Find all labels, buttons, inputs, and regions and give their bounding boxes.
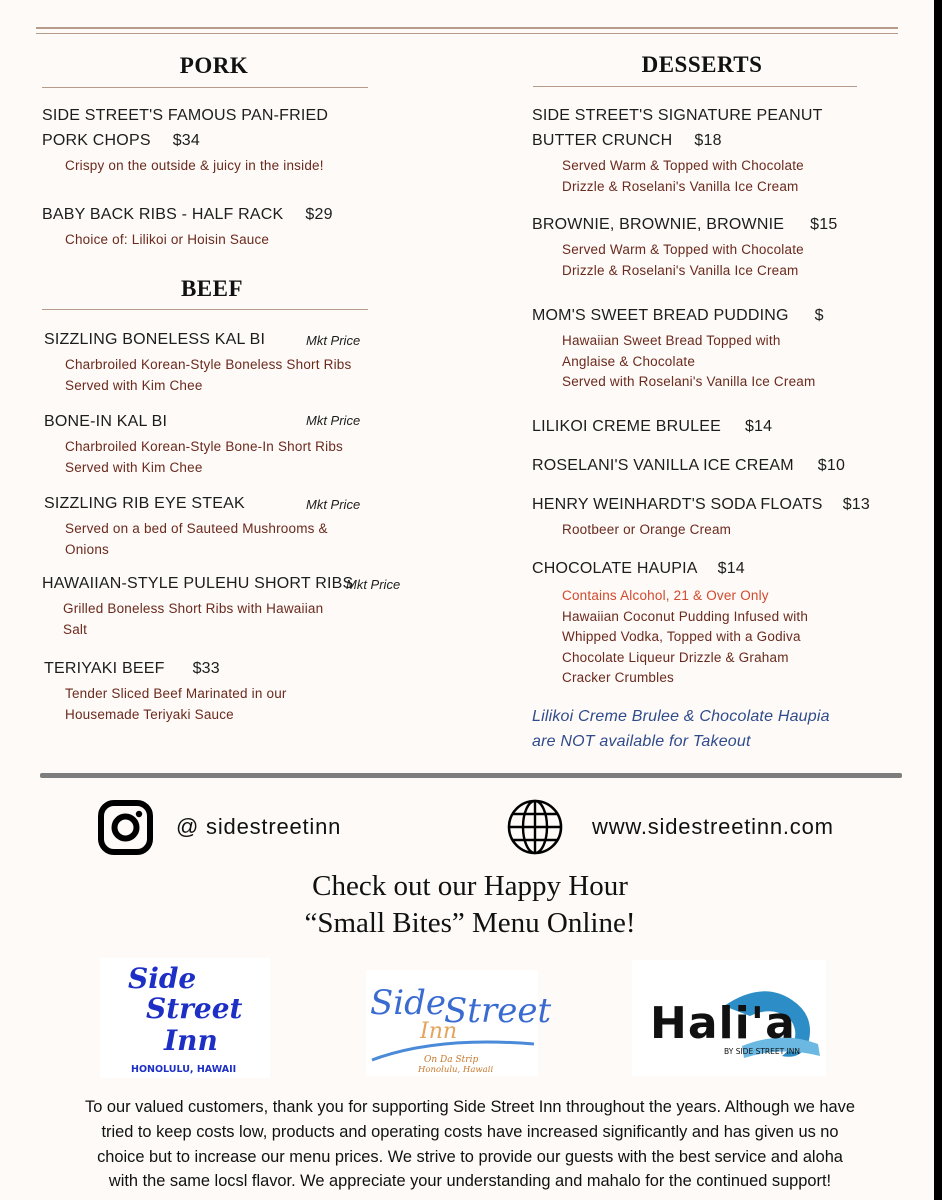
section-divider: [40, 773, 902, 778]
svg-text:Side: Side: [370, 983, 447, 1023]
menu-item-description: Grilled Boneless Short Ribs with Hawaiian Salt: [63, 601, 324, 637]
menu-item-price: $: [814, 307, 824, 324]
alcohol-warning: Contains Alcohol, 21 & Over Only: [562, 588, 769, 603]
menu-item-name: LILIKOI CREME BRULEE $14: [532, 418, 773, 435]
menu-item-name: BUTTER CRUNCH $18: [532, 132, 722, 149]
halia-logo: [632, 960, 826, 1076]
menu-item-name: SIDE STREET'S SIGNATURE PEANUT: [532, 107, 823, 124]
side-street-inn-logo: [100, 958, 270, 1078]
menu-item-price: $15: [810, 216, 838, 233]
menu-item-description: Charbroiled Korean-Style Boneless Short Ribs Served with Kim Chee: [65, 357, 352, 393]
menu-item-price: $18: [694, 132, 722, 149]
menu-item-name: BROWNIE, BROWNIE, BROWNIE $15: [532, 216, 838, 233]
top-rule: [36, 27, 898, 29]
section-title-desserts: DESSERTS: [641, 52, 763, 77]
svg-text:BY SIDE STREET INN: BY SIDE STREET INN: [724, 1047, 800, 1056]
menu-item-name: MOM'S SWEET BREAD PUDDING $: [532, 307, 824, 324]
globe-icon: [506, 798, 564, 856]
menu-item-description: Hawaiian Sweet Bread Topped with Anglaise & Chocolate Served with Roselani's Vanilla Ice Cream: [562, 333, 816, 389]
menu-item-price: Mkt Price: [346, 577, 401, 592]
menu-item-price: $10: [817, 457, 846, 474]
svg-text:Street: Street: [444, 991, 552, 1031]
svg-text:HONOLULU, HAWAII: HONOLULU, HAWAII: [131, 1064, 237, 1075]
menu-item-price: $29: [305, 206, 333, 223]
menu-item-description: Crispy on the outside & juicy in the inside!: [65, 158, 324, 173]
menu-item-description: Served on a bed of Sauteed Mushrooms & Onions: [65, 521, 328, 557]
menu-item-name: BABY BACK RIBS - HALF RACK $29: [42, 206, 333, 223]
instagram-handle[interactable]: @ sidestreetinn: [176, 814, 342, 839]
menu-item-price: Mkt Price: [306, 413, 361, 428]
menu-item-description: Contains Alcohol, 21 & Over Only Hawaiian Coconut Pudding Infused with Whipped Vodka, Topped with a Godiva Chocolate Liqueur Drizzle & Graham Cracker Crumbles: [562, 588, 809, 685]
menu-item-name: BONE-IN KAL BI: [44, 413, 168, 430]
menu-item-name: PORK CHOPS $34: [42, 132, 200, 149]
section-rule-desserts: [533, 86, 857, 87]
section-title-beef: BEEF: [180, 276, 244, 301]
section-title-pork: PORK: [179, 53, 249, 78]
menu-item-price: Mkt Price: [306, 333, 361, 348]
svg-text:Inn: Inn: [420, 1019, 458, 1044]
section-rule-beef: [42, 309, 368, 310]
menu-item-description: Served Warm & Topped with Chocolate Drizzle & Roselani's Vanilla Ice Cream: [562, 242, 804, 278]
website-link[interactable]: www.sidestreetinn.com: [592, 814, 834, 839]
menu-item-name: CHOCOLATE HAUPIA $14: [532, 560, 745, 577]
menu-item-description: Served Warm & Topped with Chocolate Drizzle & Roselani's Vanilla Ice Cream: [562, 158, 804, 194]
menu-item-name: SIZZLING RIB EYE STEAK: [44, 495, 245, 512]
svg-text:Hali'a: Hali'a: [650, 998, 796, 1049]
menu-item-name: SIDE STREET'S FAMOUS PAN-FRIED: [42, 107, 329, 124]
takeout-note: Lilikoi Creme Brulee & Chocolate Haupia are NOT available for Takeout: [532, 708, 830, 750]
menu-item-price: $14: [744, 418, 773, 435]
svg-text:Honolulu, Hawaii: Honolulu, Hawaii: [418, 1065, 494, 1075]
top-rule-thin: [36, 33, 898, 34]
svg-text:Side: Side: [128, 962, 197, 995]
menu-item-price: $34: [172, 132, 200, 149]
happy-hour-callout: Check out our Happy Hour “Small Bites” Menu Online!: [304, 870, 636, 939]
svg-text:Inn: Inn: [164, 1024, 218, 1057]
menu-item-price: $33: [192, 660, 220, 677]
menu-item-name: TERIYAKI BEEF $33: [44, 660, 220, 677]
menu-item-description: Choice of: Lilikoi or Hoisin Sauce: [65, 232, 270, 247]
menu-item-description: Rootbeer or Orange Cream: [562, 522, 732, 537]
menu-item-name: SIZZLING BONELESS KAL BI: [44, 331, 266, 348]
menu-item-price: $13: [842, 496, 870, 513]
customer-notice: To our valued customers, thank you for supporting Side Street Inn throughout the years. Although we have tried to keep costs low, products and operating costs have increased significantly and has given us no choice but to increase our menu prices. We strive to provide our guests with the best service and aloha with the same locsl flavor. We appreciate your understanding and mahalo for the continued support!: [85, 1098, 855, 1191]
menu-item-price: $14: [717, 560, 745, 577]
svg-text:On Da Strip: On Da Strip: [424, 1055, 479, 1065]
menu-item-description: Charbroiled Korean-Style Bone-In Short Ribs Served with Kim Chee: [65, 439, 343, 475]
menu-item-price: Mkt Price: [306, 497, 361, 512]
svg-text:Street: Street: [146, 992, 243, 1025]
section-rule-pork: [42, 87, 368, 88]
menu-item-description: Tender Sliced Beef Marinated in our Housemade Teriyaki Sauce: [65, 686, 287, 722]
menu-item-name: HENRY WEINHARDT'S SODA FLOATS $13: [532, 496, 870, 513]
instagram-icon[interactable]: [97, 799, 154, 856]
menu-item-name: ROSELANI'S VANILLA ICE CREAM $10: [532, 457, 846, 474]
menu-item-name: HAWAIIAN-STYLE PULEHU SHORT RIBS: [42, 575, 354, 592]
side-street-inn-strip-logo: [366, 970, 552, 1076]
